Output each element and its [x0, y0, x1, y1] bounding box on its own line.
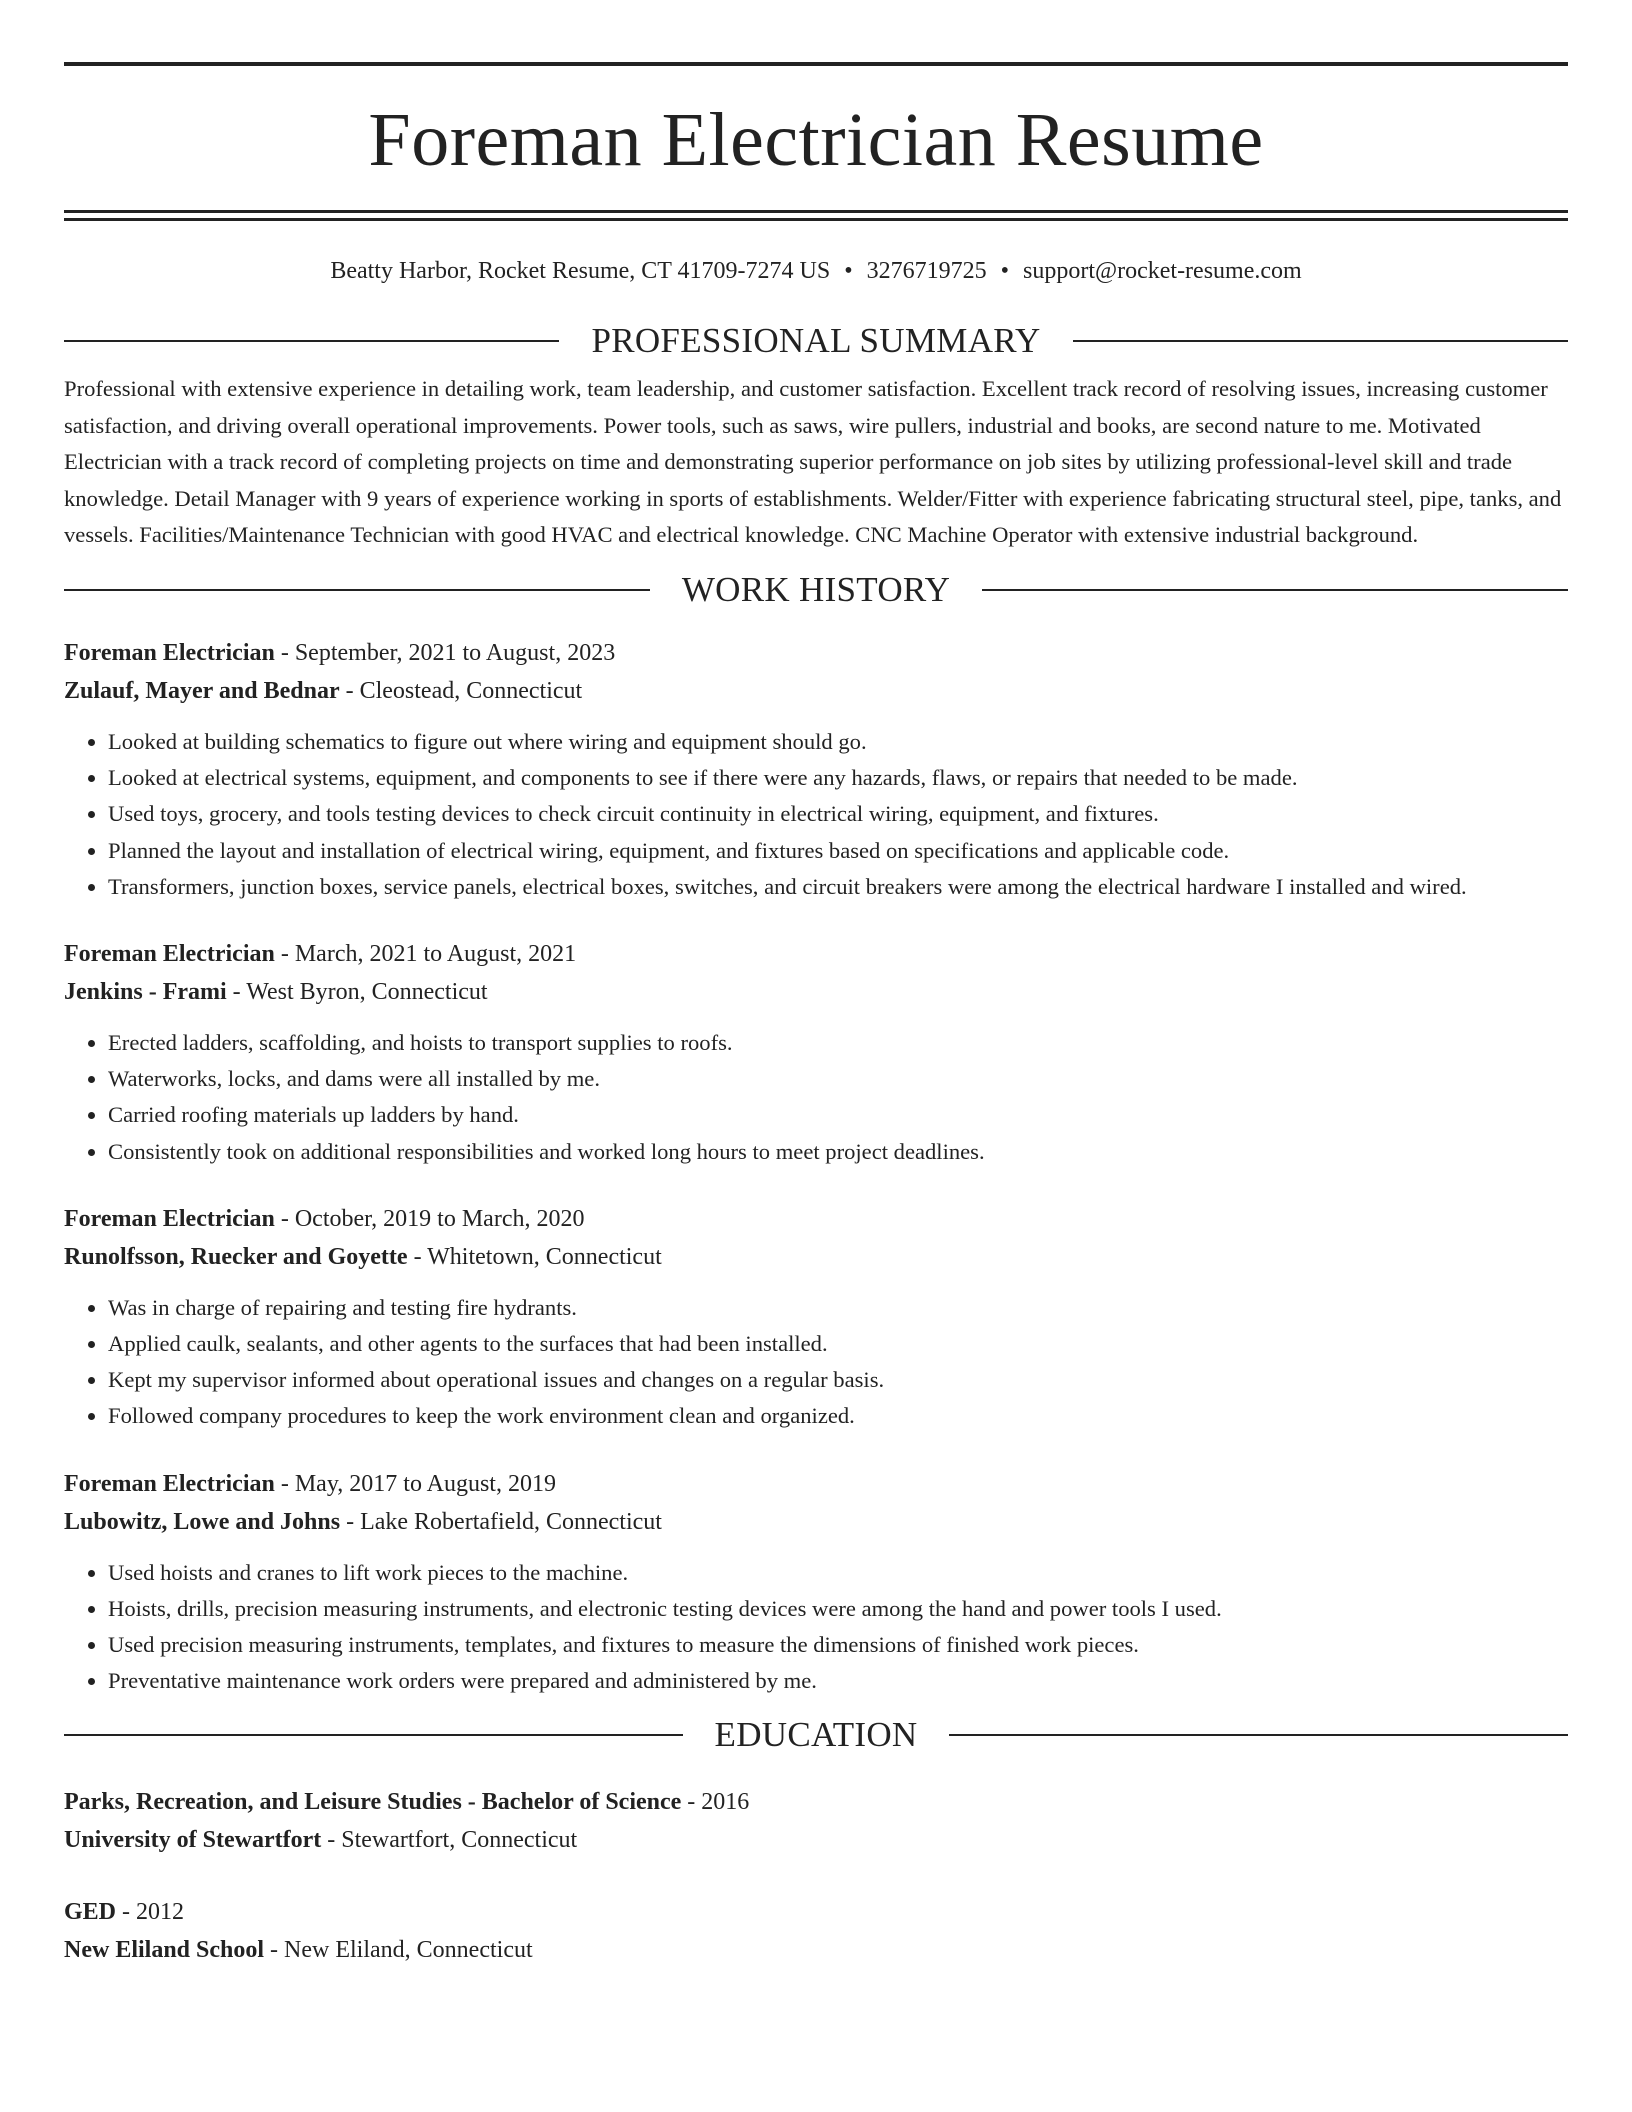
contact-email: support@rocket-resume.com: [1023, 258, 1302, 284]
education-school: New Eliland School: [64, 1937, 265, 1964]
job-entry: [64, 935, 1568, 1170]
education-degree: Parks, Recreation, and Leisure Studies - Bachelor of Science: [64, 1789, 682, 1816]
job-location: - Whitetown, Connecticut: [407, 1243, 662, 1270]
job-bullet: • Transformers, junction boxes, service panels, electrical boxes, switches, and circuit breakers were among the electrical hardware I installed and wired.: [108, 869, 1568, 905]
job-bullet: • Kept my supervisor informed about operational issues and changes on a regular basis.: [108, 1362, 1568, 1398]
section-rule: [1073, 340, 1568, 342]
job-bullets: [64, 1290, 1568, 1435]
section-rule: [64, 340, 559, 342]
job-company-line: [64, 1238, 1568, 1276]
job-bullet: • Looked at building schematics to figure out where wiring and equipment should go.: [108, 724, 1568, 760]
job-company-line: [64, 973, 1568, 1011]
job-bullet: • Used toys, grocery, and tools testing devices to check circuit continuity in electrical wiring, equipment, and fixtures.: [108, 796, 1568, 832]
education-degree-line: [64, 1783, 1568, 1821]
summary-section-header: [64, 319, 1568, 363]
job-title-line: [64, 634, 1568, 672]
job-bullet: • Hoists, drills, precision measuring instruments, and electronic testing devices were among the hand and power tools I used.: [108, 1591, 1568, 1627]
job-bullet: • Preventative maintenance work orders were prepared and administered by me.: [108, 1663, 1568, 1699]
job-location: - Lake Robertafield, Connecticut: [340, 1508, 662, 1535]
job-dates: - September, 2021 to August, 2023: [274, 639, 616, 666]
title-double-rule: [64, 210, 1568, 221]
section-rule: [64, 589, 650, 591]
job-bullet: • Waterworks, locks, and dams were all installed by me.: [108, 1061, 1568, 1097]
education-degree: GED: [64, 1899, 117, 1926]
education-degree-line: [64, 1893, 1568, 1931]
education-location: - New Eliland, Connecticut: [264, 1937, 533, 1964]
job-company: Zulauf, Mayer and Bednar: [64, 677, 340, 704]
education-section-title: EDUCATION: [714, 1715, 918, 1755]
contact-separator: •: [1000, 258, 1009, 284]
job-bullet: • Consistently took on additional responsibilities and worked long hours to meet project deadlines.: [108, 1134, 1568, 1170]
job-bullet: • Planned the layout and installation of electrical wiring, equipment, and fixtures based on specifications and applicable code.: [108, 833, 1568, 869]
job-title: Foreman Electrician: [64, 1205, 275, 1232]
job-title: Foreman Electrician: [64, 940, 275, 967]
job-bullet: • Used precision measuring instruments, templates, and fixtures to measure the dimensions of finished work pieces.: [108, 1627, 1568, 1663]
work-section-header: [64, 568, 1568, 612]
job-company: Runolfsson, Ruecker and Goyette: [64, 1243, 408, 1270]
job-entry: [64, 1200, 1568, 1435]
summary-section-title: PROFESSIONAL SUMMARY: [591, 321, 1041, 360]
job-dates: - October, 2019 to March, 2020: [274, 1205, 585, 1232]
job-title-line: [64, 935, 1568, 973]
section-rule: [64, 1734, 683, 1736]
job-bullet: • Used hoists and cranes to lift work pieces to the machine.: [108, 1555, 1568, 1591]
job-dates: - May, 2017 to August, 2019: [274, 1470, 556, 1497]
contact-line: [64, 255, 1568, 287]
education-school: University of Stewartfort: [64, 1827, 322, 1854]
job-bullet: • Erected ladders, scaffolding, and hoists to transport supplies to roofs.: [108, 1025, 1568, 1061]
education-year: - 2016: [681, 1789, 750, 1816]
job-bullet: • Followed company procedures to keep the work environment clean and organized.: [108, 1398, 1568, 1434]
job-company: Jenkins - Frami: [64, 978, 227, 1005]
job-bullet: • Was in charge of repairing and testing fire hydrants.: [108, 1290, 1568, 1326]
contact-phone: 3276719725: [866, 258, 987, 284]
job-bullets: [64, 1555, 1568, 1700]
education-school-line: [64, 1821, 1568, 1859]
job-entry: [64, 1465, 1568, 1700]
job-title: Foreman Electrician: [64, 1470, 275, 1497]
education-location: - Stewartfort, Connecticut: [321, 1827, 578, 1854]
job-company: Lubowitz, Lowe and Johns: [64, 1508, 341, 1535]
summary-text: Professional with extensive experience in detailing work, team leadership, and customer satisfaction. Excellent track record of resolving issues, increasing customer satisfaction, and driving overall operational improvements. Power tools, such as saws, wire pullers, industrial and books, are second nature to me. Motivated Electrician with a track record of completing projects on time and demonstrating superior performance on job sites by utilizing professional-level skill and trade knowledge. Detail Manager with 9 years of experience working in sports of establishments. Welder/Fitter with experience fabricating structural steel, pipe, tanks, and vessels. Facilities/Maintenance Technician with good HVAC and electrical knowledge. CNC Machine Operator with extensive industrial background.: [64, 376, 1562, 548]
job-bullet: • Applied caulk, sealants, and other agents to the surfaces that had been installed.: [108, 1326, 1568, 1362]
job-entry: [64, 634, 1568, 905]
contact-address: Beatty Harbor, Rocket Resume, CT 41709-7274 US: [330, 258, 831, 284]
contact-separator: •: [844, 258, 853, 284]
work-section-title: WORK HISTORY: [681, 569, 951, 609]
job-title-line: [64, 1200, 1568, 1238]
education-school-line: [64, 1931, 1568, 1969]
job-company-line: [64, 672, 1568, 710]
education-section-header: [64, 1713, 1568, 1757]
job-title-line: [64, 1465, 1568, 1503]
job-location: - West Byron, Connecticut: [226, 978, 488, 1005]
job-bullet: • Carried roofing materials up ladders by hand.: [108, 1097, 1568, 1133]
education-year: - 2012: [116, 1899, 185, 1926]
job-location: - Cleostead, Connecticut: [339, 677, 583, 704]
job-bullets: [64, 1025, 1568, 1170]
job-bullet: • Looked at electrical systems, equipment, and components to see if there were any hazards, flaws, or repairs that needed to be made.: [108, 760, 1568, 796]
job-company-line: [64, 1503, 1568, 1541]
job-title: Foreman Electrician: [64, 639, 275, 666]
job-bullets: [64, 724, 1568, 905]
top-rule: [64, 62, 1568, 66]
job-dates: - March, 2021 to August, 2021: [274, 940, 577, 967]
education-entry: [64, 1783, 1568, 1859]
section-rule: [949, 1734, 1568, 1736]
page-title: Foreman Electrician Resume: [368, 98, 1264, 182]
education-entry: [64, 1893, 1568, 1969]
section-rule: [982, 589, 1568, 591]
